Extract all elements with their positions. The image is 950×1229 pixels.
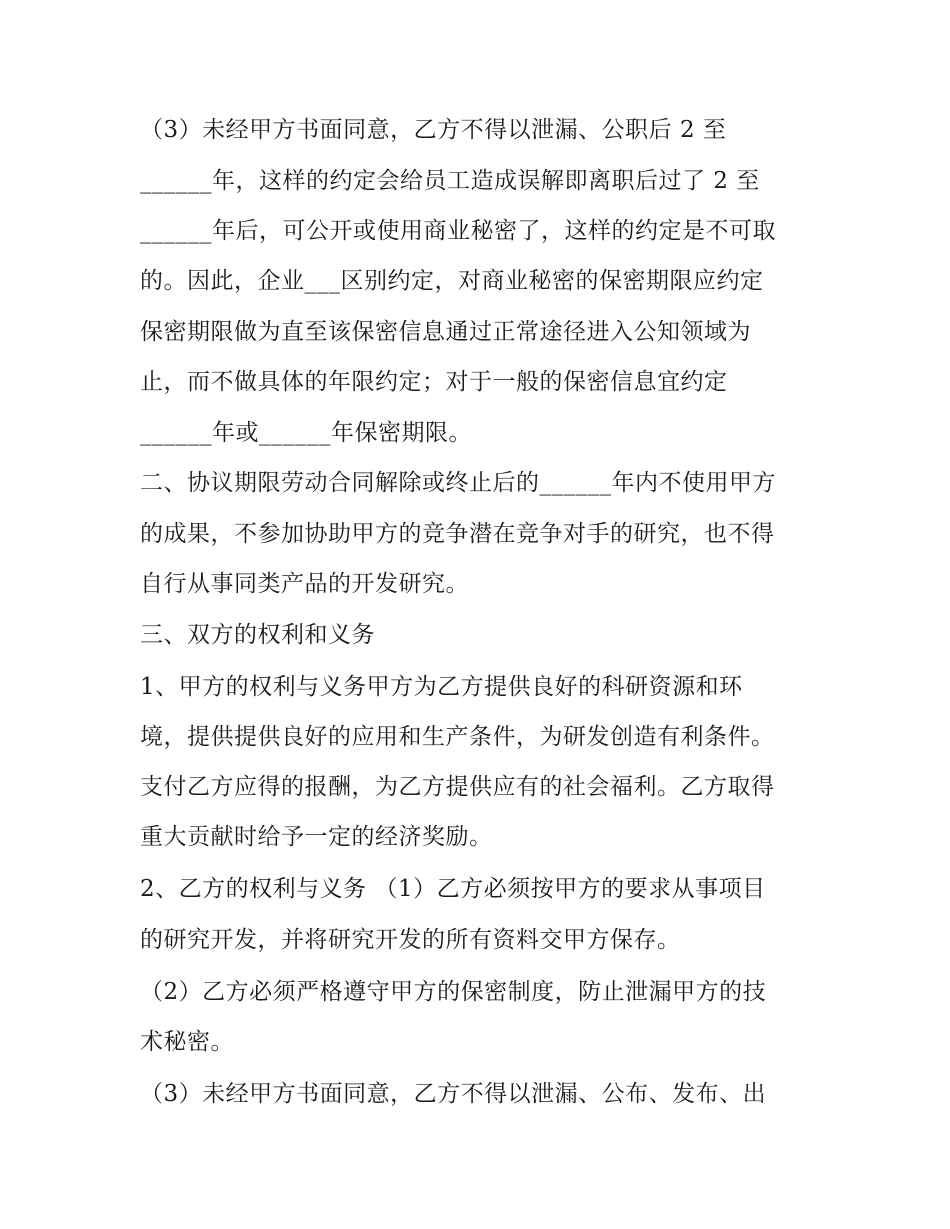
text-line-14: 支付乙方应得的报酬，为乙方提供应有的社会福利。乙方取得 bbox=[140, 774, 775, 800]
text-line-4: 的。因此，企业___区别约定，对商业秘密的保密期限应约定 bbox=[140, 268, 764, 294]
text-line-3: ______年后，可公开或使用商业秘密了，这样的约定是不可取 bbox=[140, 218, 776, 244]
section-heading: 三、双方的权利和义务 bbox=[140, 622, 375, 648]
text-line-8: 二、协议期限劳动合同解除或终止后的______年内不使用甲方 bbox=[140, 470, 776, 496]
text-line-7: ______年或______年保密期限。 bbox=[140, 420, 472, 446]
text-line-16: 2、乙方的权利与义务 （1）乙方必须按甲方的要求从事项目 bbox=[140, 876, 766, 902]
text-line-5: 保密期限做为直至该保密信息通过正常途径进入公知领域为 bbox=[140, 319, 751, 345]
text-line-13: 境，提供提供良好的应用和生产条件，为研发创造有利条件。 bbox=[140, 724, 775, 750]
text-line-18: （2）乙方必须严格遵守甲方的保密制度，防止泄漏甲方的技 bbox=[140, 979, 767, 1005]
text-line-12: 1、甲方的权利与义务甲方为乙方提供良好的科研资源和环 bbox=[140, 674, 743, 700]
text-line-10: 自行从事同类产品的开发研究。 bbox=[140, 571, 469, 597]
text-line-1: （3）未经甲方书面同意，乙方不得以泄漏、公职后 2 至 bbox=[140, 117, 727, 143]
text-line-9: 的成果，不参加协助甲方的竞争潜在竞争对手的研究，也不得 bbox=[140, 521, 775, 547]
text-line-19: 术秘密。 bbox=[140, 1029, 234, 1055]
text-line-2: ______年，这样的约定会给员工造成误解即离职后过了 2 至 bbox=[140, 168, 760, 194]
text-line-17: 的研究开发，并将研究开发的所有资料交甲方保存。 bbox=[140, 927, 681, 953]
text-line-6: 止，而不做具体的年限约定；对于一般的保密信息宜约定 bbox=[140, 369, 728, 395]
text-line-15: 重大贡献时给予一定的经济奖励。 bbox=[140, 824, 493, 850]
text-line-20: （3）未经甲方书面同意，乙方不得以泄漏、公布、发布、出 bbox=[140, 1081, 767, 1107]
